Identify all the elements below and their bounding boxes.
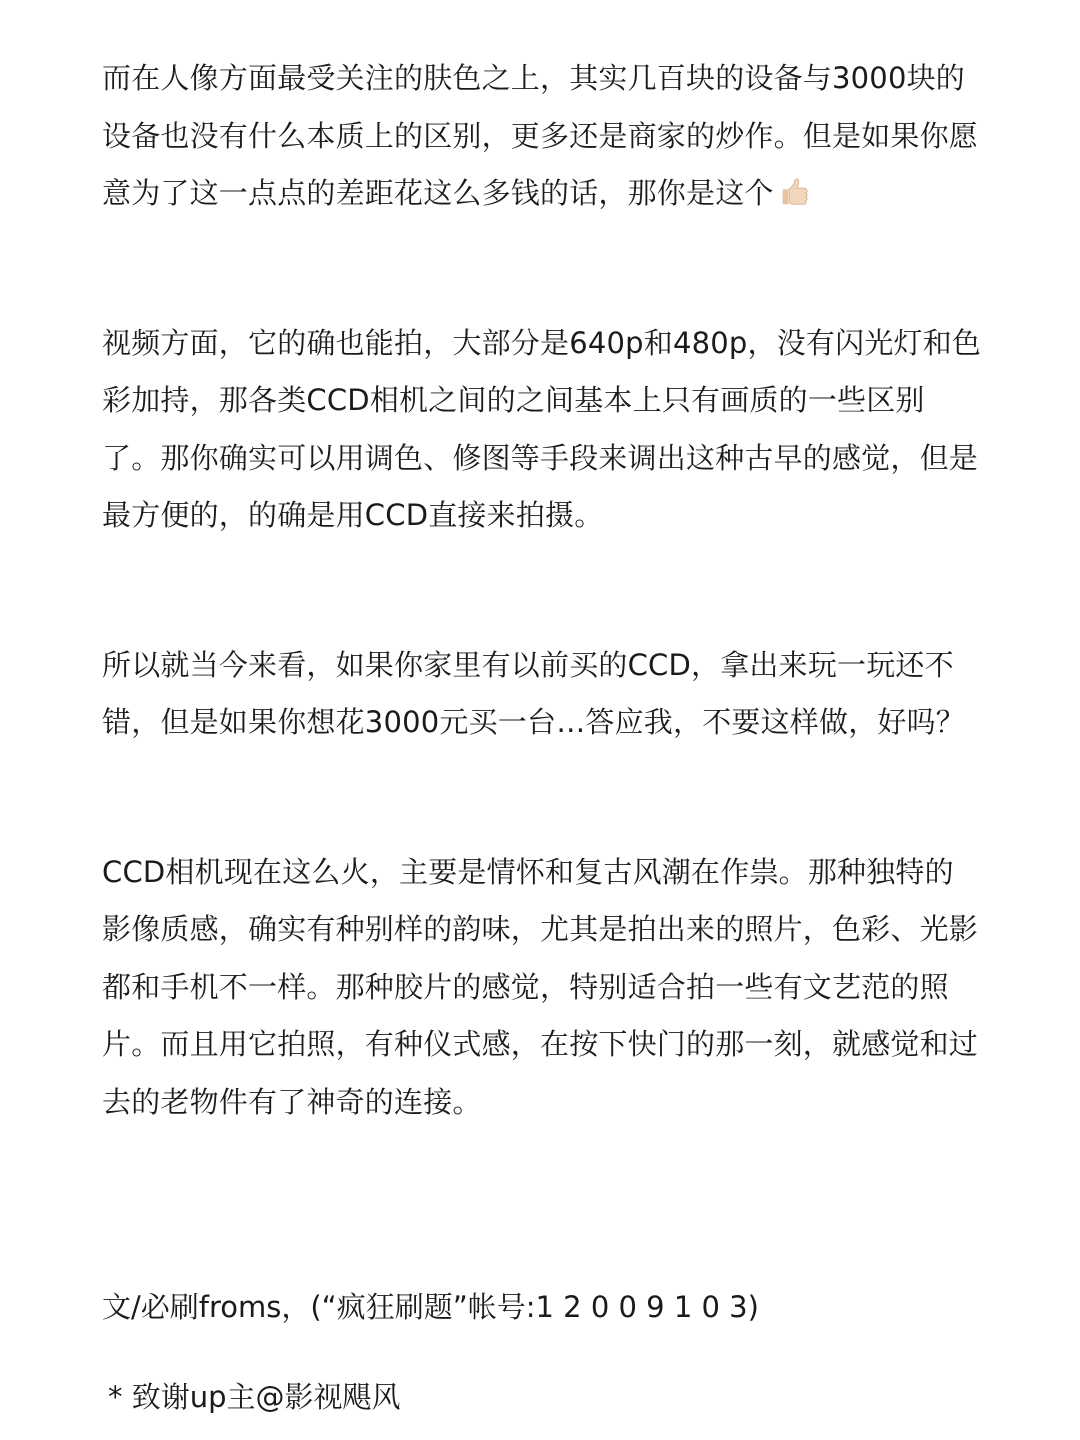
paragraph-portrait [102, 50, 982, 223]
paragraph-portrait-text: 而在人像方面最受关注的肤色之上，其实几百块的设备与3000块的设备也没有什么本质上的区别，更多还是商家的炒作。但是如果你愿意为了这一点点的差距花这么多钱的话，那你是这个 [102, 61, 979, 210]
thumbs-up-icon [776, 175, 810, 209]
thanks-note: * 致谢up主@影视飓风 [108, 1380, 401, 1414]
paragraph-ccd-popularity: CCD相机现在这么火，主要是情怀和复古风潮在作祟。那种独特的影像质感，确实有种别样的韵味，尤其是拍出来的照片，色彩、光影都和手机不一样。那种胶片的感觉，特别适合拍一些有文艺范的照片。而且用它拍照，有种仪式感，在按下快门的那一刻，就感觉和过去的老物件有了神奇的连接。 [102, 854, 979, 1119]
author-credit: 文/必刷froms，(“疯狂刷题”帐号:1 2 0 0 9 1 0 3) [102, 1290, 759, 1324]
article-body [102, 50, 982, 1131]
paragraph-video: 视频方面，它的确也能拍，大部分是640p和480p，没有闪光灯和色彩加持，那各类CCD相机之间的之间基本上只有画质的一些区别了。那你确实可以用调色、修图等手段来调出这种古早的感觉，但是最方便的，的确是用CCD直接来拍摄。 [102, 325, 982, 532]
paragraph-advice: 所以就当今来看，如果你家里有以前买的CCD，拿出来玩一玩还不错，但是如果你想花3000元买一台…答应我，不要这样做，好吗？ [102, 647, 966, 739]
